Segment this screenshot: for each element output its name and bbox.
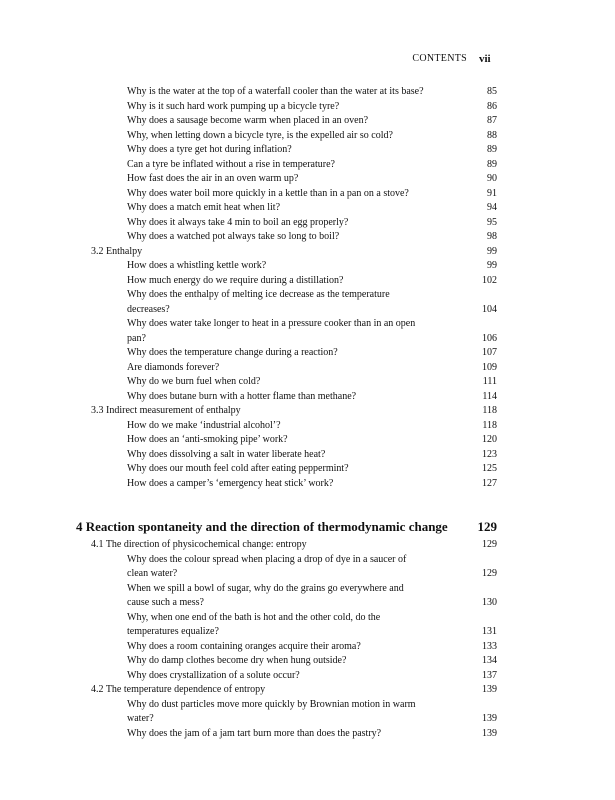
toc-entry-page: 99: [487, 260, 497, 271]
toc-entry-page: 86: [487, 100, 497, 112]
toc-section-title: 4.1 The direction of physicochemical change: entropy: [91, 539, 307, 550]
toc-entry-page: 125: [482, 463, 497, 474]
toc-entry[interactable]: [0, 448, 615, 463]
toc-entry-title: Why does a match emit heat when lit?: [127, 202, 281, 213]
toc-entry[interactable]: [0, 288, 615, 303]
toc-entry-page: 89: [487, 144, 497, 155]
toc-entry-title: How does a whistling kettle work?: [127, 260, 267, 271]
toc-entry[interactable]: [0, 172, 615, 187]
toc-entry-title: Why is it such hard work pumping up a bicycle tyre?: [127, 100, 340, 112]
toc-entry-title: How do we make ‘industrial alcohol’?: [127, 419, 281, 431]
toc-entry-title: Why does butane burn with a hotter flame than methane?: [127, 390, 357, 402]
toc-section[interactable]: [0, 683, 615, 698]
toc-entry-page: 107: [482, 347, 497, 358]
toc-section-title: 3.2 Enthalpy: [91, 245, 143, 257]
toc-entry[interactable]: [0, 669, 615, 684]
toc-entry[interactable]: [0, 375, 615, 390]
toc-entry-title: How fast does the air in an oven warm up?: [127, 173, 299, 184]
toc-entry-title: Why does a room containing oranges acquire their aroma?: [127, 640, 361, 652]
toc-entry-title: Why does it always take 4 min to boil an egg properly?: [127, 216, 349, 228]
toc-entry[interactable]: [0, 390, 615, 405]
toc-entry-title: Why does a tyre get hot during inflation?: [127, 144, 292, 155]
toc-section[interactable]: [0, 245, 615, 260]
toc-entry[interactable]: [0, 553, 615, 568]
toc-entry-title: How does a camper’s ‘emergency heat stick’ work?: [127, 477, 334, 489]
toc-entry-page: 131: [482, 626, 497, 637]
toc-entry[interactable]: [0, 640, 615, 655]
running-header-title: CONTENTS: [412, 53, 467, 64]
toc-entry-title: Why do we burn fuel when cold?: [127, 376, 261, 387]
toc-entry[interactable]: [0, 187, 615, 202]
toc-entry[interactable]: [0, 654, 615, 669]
toc-entry[interactable]: [0, 462, 615, 477]
toc-entry-title: Why does the jam of a jam tart burn more than does the pastry?: [127, 727, 382, 739]
toc-entry[interactable]: [0, 201, 615, 216]
toc-entry-title: When we spill a bowl of sugar, why do the grains go everywhere and: [127, 582, 404, 594]
toc-entry-page: 90: [487, 173, 497, 184]
toc-entry[interactable]: [0, 419, 615, 434]
toc-entry[interactable]: [0, 85, 615, 100]
toc-section-page: 129: [482, 539, 497, 550]
toc-entry-page: 91: [487, 187, 497, 199]
toc-entry[interactable]: [0, 216, 615, 231]
toc-entry[interactable]: [0, 114, 615, 129]
toc-section-title: 3.3 Indirect measurement of enthalpy: [91, 405, 241, 416]
toc-section[interactable]: [0, 538, 615, 553]
toc-entry[interactable]: [0, 727, 615, 742]
toc-entry-title: How much energy do we require during a distillation?: [127, 274, 344, 286]
toc-section-page: 139: [482, 684, 497, 695]
toc-entry[interactable]: [0, 611, 615, 626]
toc-entry-title: Are diamonds forever?: [127, 361, 220, 373]
toc-entry[interactable]: [0, 332, 615, 347]
toc-entry-page: 85: [487, 86, 497, 97]
toc-entry-title: Why does a sausage become warm when placed in an oven?: [127, 115, 369, 126]
toc-entry-page: 120: [482, 434, 497, 445]
toc-section[interactable]: [0, 404, 615, 419]
table-of-contents: [0, 85, 615, 741]
toc-entry-page: 139: [482, 727, 497, 739]
toc-entry[interactable]: [0, 274, 615, 289]
toc-entry-page: 137: [482, 669, 497, 681]
toc-entry-page: 98: [487, 231, 497, 242]
toc-entry-title: Why does water take longer to heat in a pressure cooker than in an open: [127, 318, 416, 329]
toc-entry-title: clean water?: [127, 568, 178, 579]
toc-entry-page: 109: [482, 361, 497, 373]
toc-entry[interactable]: [0, 712, 615, 727]
toc-chapter[interactable]: [0, 516, 615, 538]
toc-entry[interactable]: [0, 129, 615, 144]
toc-entry-page: 114: [482, 390, 497, 402]
toc-chapter-title: 4 Reaction spontaneity and the direction of thermodynamic change: [76, 519, 448, 534]
toc-entry-title: Why do damp clothes become dry when hung outside?: [127, 655, 347, 666]
toc-entry-title: Why do dust particles move more quickly by Brownian motion in warm: [127, 698, 416, 710]
toc-entry-page: 88: [487, 129, 497, 141]
toc-entry-page: 134: [482, 655, 497, 666]
toc-entry-title: Why does a watched pot always take so long to boil?: [127, 231, 340, 242]
toc-entry-title: Can a tyre be inflated without a rise in temperature?: [127, 158, 335, 170]
toc-entry-title: water?: [127, 713, 154, 724]
toc-entry-title: Why, when one end of the bath is hot and the other cold, do the: [127, 611, 381, 623]
toc-entry[interactable]: [0, 567, 615, 582]
toc-entry-page: 94: [487, 202, 497, 213]
toc-entry-title: cause such a mess?: [127, 597, 204, 608]
toc-entry-page: 127: [482, 477, 497, 489]
toc-entry[interactable]: [0, 625, 615, 640]
toc-entry-page: 87: [487, 115, 497, 126]
toc-entry[interactable]: [0, 230, 615, 245]
toc-entry-page: 89: [487, 158, 497, 170]
toc-entry-title: decreases?: [127, 303, 170, 315]
toc-entry-title: Why, when letting down a bicycle tyre, is the expelled air so cold?: [127, 129, 393, 141]
toc-entry-page: 111: [482, 376, 497, 387]
running-header: [0, 53, 615, 67]
toc-entry[interactable]: [0, 100, 615, 115]
toc-entry[interactable]: [0, 698, 615, 713]
toc-entry-page: 102: [482, 274, 497, 286]
toc-entry[interactable]: [0, 433, 615, 448]
toc-entry-title: pan?: [127, 332, 146, 344]
toc-entry-title: Why does the temperature change during a reaction?: [127, 347, 338, 358]
toc-entry-page: 104: [482, 303, 497, 315]
toc-section-page: 118: [482, 405, 497, 416]
toc-entry[interactable]: [0, 158, 615, 173]
toc-entry-page: 106: [482, 332, 497, 344]
toc-entry[interactable]: [0, 143, 615, 158]
page-number: vii: [479, 53, 491, 65]
toc-entry-page: 133: [482, 640, 497, 652]
toc-entry[interactable]: [0, 596, 615, 611]
toc-entry[interactable]: [0, 259, 615, 274]
toc-entry-title: Why does water boil more quickly in a kettle than in a pan on a stove?: [127, 187, 409, 199]
toc-entry-title: Why does the enthalpy of melting ice decrease as the temperature: [127, 289, 390, 300]
toc-entry-page: 129: [482, 568, 497, 579]
toc-entry-title: Why does our mouth feel cold after eating peppermint?: [127, 463, 349, 474]
toc-entry-page: 130: [482, 597, 497, 608]
toc-entry-page: 139: [482, 713, 497, 724]
toc-entry-title: temperatures equalize?: [127, 626, 219, 637]
toc-entry[interactable]: [0, 303, 615, 318]
toc-entry-title: Why is the water at the top of a waterfall cooler than the water at its base?: [127, 86, 424, 97]
toc-entry-page: 123: [482, 448, 497, 460]
toc-entry-title: Why does dissolving a salt in water liberate heat?: [127, 448, 326, 460]
toc-entry-page: 95: [487, 216, 497, 228]
toc-section-page: 99: [487, 245, 497, 257]
toc-chapter-page: 129: [477, 519, 497, 534]
toc-entry[interactable]: [0, 361, 615, 376]
toc-entry-title: Why does the colour spread when placing a drop of dye in a saucer of: [127, 553, 407, 565]
toc-entry[interactable]: [0, 317, 615, 332]
toc-entry-page: 118: [482, 419, 497, 431]
toc-entry[interactable]: [0, 582, 615, 597]
toc-entry[interactable]: [0, 346, 615, 361]
toc-entry-title: How does an ‘anti-smoking pipe’ work?: [127, 434, 288, 445]
toc-entry[interactable]: [0, 477, 615, 492]
toc-section-title: 4.2 The temperature dependence of entropy: [91, 684, 266, 695]
toc-entry-title: Why does crystallization of a solute occur?: [127, 669, 300, 681]
